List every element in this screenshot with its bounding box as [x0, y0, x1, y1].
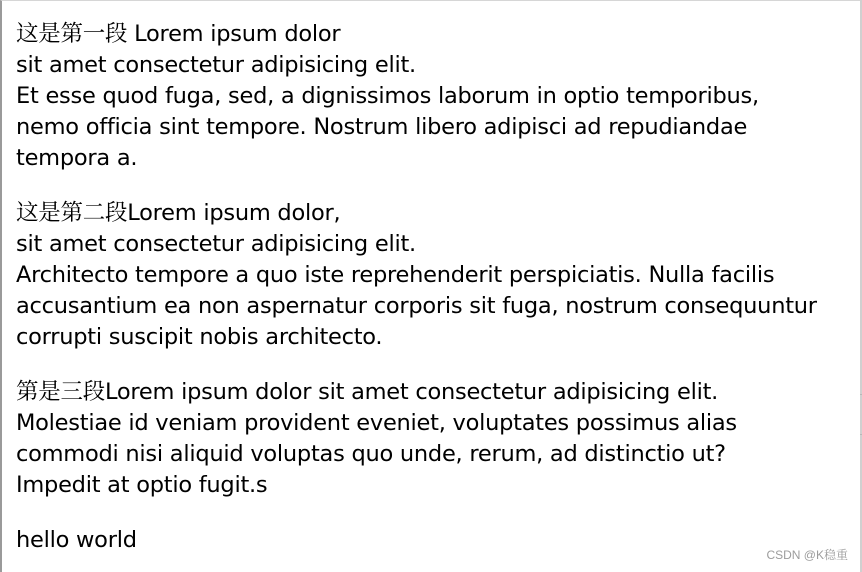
- paragraph-3-line-1: 第是三段Lorem ipsum dolor sit amet consectetur adipisicing elit.: [16, 379, 719, 405]
- paragraph-1-line-4: nemo officia sint tempore. Nostrum libero adipisci ad repudiandae: [16, 114, 748, 140]
- paragraph-1-line-3: Et esse quod fuga, sed, a dignissimos laborum in optio temporibus,: [16, 83, 759, 109]
- paragraph-2-line-5: corrupti suscipit nobis architecto.: [16, 324, 383, 350]
- paragraph-1-line-1: 这是第一段 Lorem ipsum dolor: [16, 21, 341, 47]
- paragraph-1-line-5: tempora a.: [16, 145, 138, 171]
- paragraph-2-line-3: Architecto tempore a quo iste reprehenderit perspiciatis. Nulla facilis: [16, 262, 775, 288]
- paragraph-4-line-1: hello world: [16, 527, 137, 553]
- csdn-watermark: CSDN @K稳重: [766, 548, 848, 562]
- paragraph-1-line-2: sit amet consectetur adipisicing elit.: [16, 52, 416, 78]
- paragraph-2-line-1: 这是第二段Lorem ipsum dolor,: [16, 200, 341, 226]
- paragraph-3-line-3: commodi nisi aliquid voluptas quo unde, rerum, ad distinctio ut?: [16, 441, 726, 467]
- paragraph-2-line-2: sit amet consectetur adipisicing elit.: [16, 231, 416, 257]
- paragraph-2-line-4: accusantium ea non aspernatur corporis sit fuga, nostrum consequuntur: [16, 293, 817, 319]
- paragraph-3-line-2: Molestiae id veniam provident eveniet, voluptates possimus alias: [16, 410, 737, 436]
- paragraph-3-line-4: Impedit at optio fugit.s: [16, 472, 268, 498]
- paragraph-4: [16, 525, 852, 556]
- page-content: [16, 19, 852, 556]
- paragraph-1: [16, 19, 852, 174]
- paragraph-3: [16, 377, 852, 501]
- paragraph-2: [16, 198, 852, 353]
